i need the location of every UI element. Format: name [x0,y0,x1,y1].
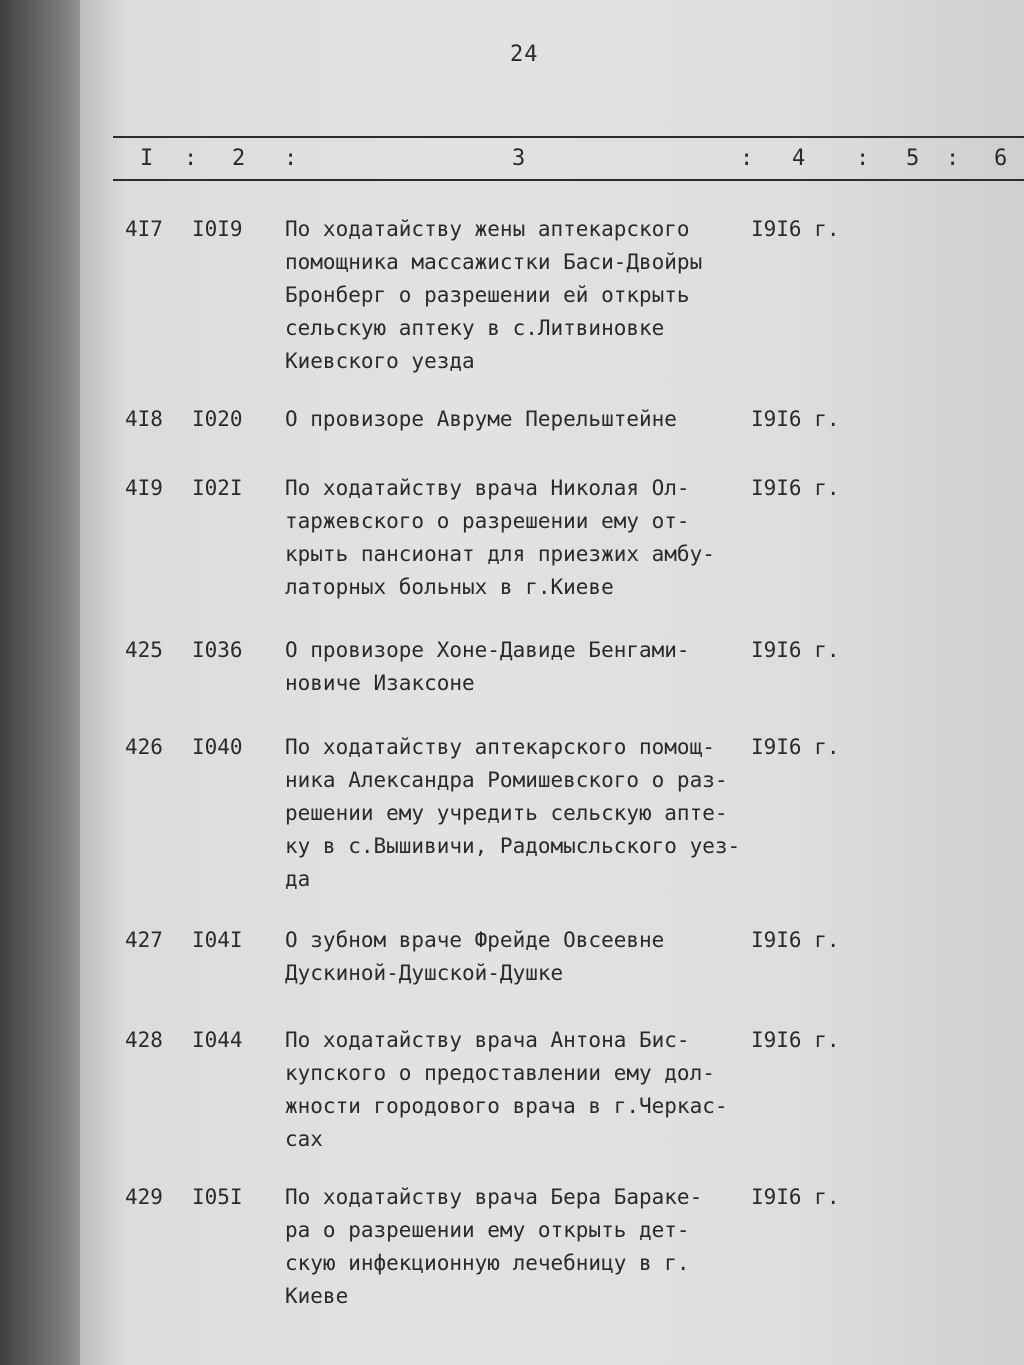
row-description [285,1024,728,1156]
row-description [285,731,740,896]
row-date: I9I6 г. [751,1028,840,1052]
description-line: По ходатайству врача Николая Ол- [285,476,690,500]
header-rule-bottom [113,179,1024,181]
file-number: I0I9 [192,217,243,241]
description-line: да [285,867,311,891]
header-rule-top [113,136,1024,138]
header-separator: : [284,146,298,171]
description-line: Киевского уезда [285,349,475,373]
row-number: 428 [125,1028,163,1052]
header-separator: : [856,146,870,171]
file-number: I040 [192,735,243,759]
row-number: 429 [125,1185,163,1209]
header-col-5: 5 [906,146,920,171]
row-description [285,472,715,604]
description-line: крыть пансионат для приезжих амбу- [285,542,715,566]
document-page [80,0,1024,1365]
file-number: I04I [192,928,243,952]
file-number: I020 [192,407,243,431]
description-line: Дускиной-Душской-Душке [285,961,564,985]
row-description [285,634,690,700]
header-col-3: 3 [512,146,526,171]
description-line: По ходатайству врача Бера Бараке- [285,1185,703,1209]
description-line: О провизоре Хоне-Давиде Бенгами- [285,638,690,662]
header-col-1: I [140,146,154,171]
row-number: 4I9 [125,476,163,500]
row-date: I9I6 г. [751,217,840,241]
description-line: скую инфекционную лечебницу в г. [285,1251,690,1275]
description-line: О провизоре Авруме Перельштейне [285,407,677,431]
file-number: I044 [192,1028,243,1052]
row-description [285,403,677,436]
description-line: латорных больных в г.Киеве [285,575,614,599]
row-number: 426 [125,735,163,759]
header-col-4: 4 [792,146,806,171]
description-line: купского о предоставлении ему дол- [285,1061,715,1085]
row-number: 4I8 [125,407,163,431]
header-separator: : [740,146,754,171]
description-line: таржевского о разрешении ему от- [285,509,690,533]
description-line: помощника массажистки Баси-Двойры [285,250,703,274]
row-description [285,1181,702,1313]
description-line: жности городового врача в г.Черкас- [285,1094,728,1118]
file-number: I036 [192,638,243,662]
row-number: 4I7 [125,217,163,241]
file-number: I05I [192,1185,243,1209]
description-line: Киеве [285,1284,349,1308]
header-col-2: 2 [232,146,246,171]
description-line: По ходатайству жены аптекарского [285,217,690,241]
description-line: По ходатайству аптекарского помощ- [285,735,715,759]
row-date: I9I6 г. [751,928,840,952]
description-line: ку в с.Вышивичи, Радомысльского уез- [285,834,741,858]
description-line: новиче Изаксоне [285,671,475,695]
description-line: ра о разрешении ему открыть дет- [285,1218,690,1242]
row-date: I9I6 г. [751,1185,840,1209]
description-line: Бронберг о разрешении ей открыть [285,283,690,307]
row-date: I9I6 г. [751,476,840,500]
description-line: О зубном враче Фрейде Овсеевне [285,928,665,952]
row-number: 425 [125,638,163,662]
row-description [285,924,664,990]
page-number: 24 [510,42,539,67]
description-line: решении ему учредить сельскую апте- [285,801,728,825]
description-line: сах [285,1127,323,1151]
description-line: сельскую аптеку в с.Литвиновке [285,316,665,340]
row-date: I9I6 г. [751,735,840,759]
header-separator: : [184,146,198,171]
header-col-6: 6 [994,146,1008,171]
file-number: I02I [192,476,243,500]
row-description [285,213,702,378]
description-line: ника Александра Ромишевского о раз- [285,768,728,792]
row-number: 427 [125,928,163,952]
row-date: I9I6 г. [751,407,840,431]
description-line: По ходатайству врача Антона Бис- [285,1028,690,1052]
row-date: I9I6 г. [751,638,840,662]
header-separator: : [946,146,960,171]
